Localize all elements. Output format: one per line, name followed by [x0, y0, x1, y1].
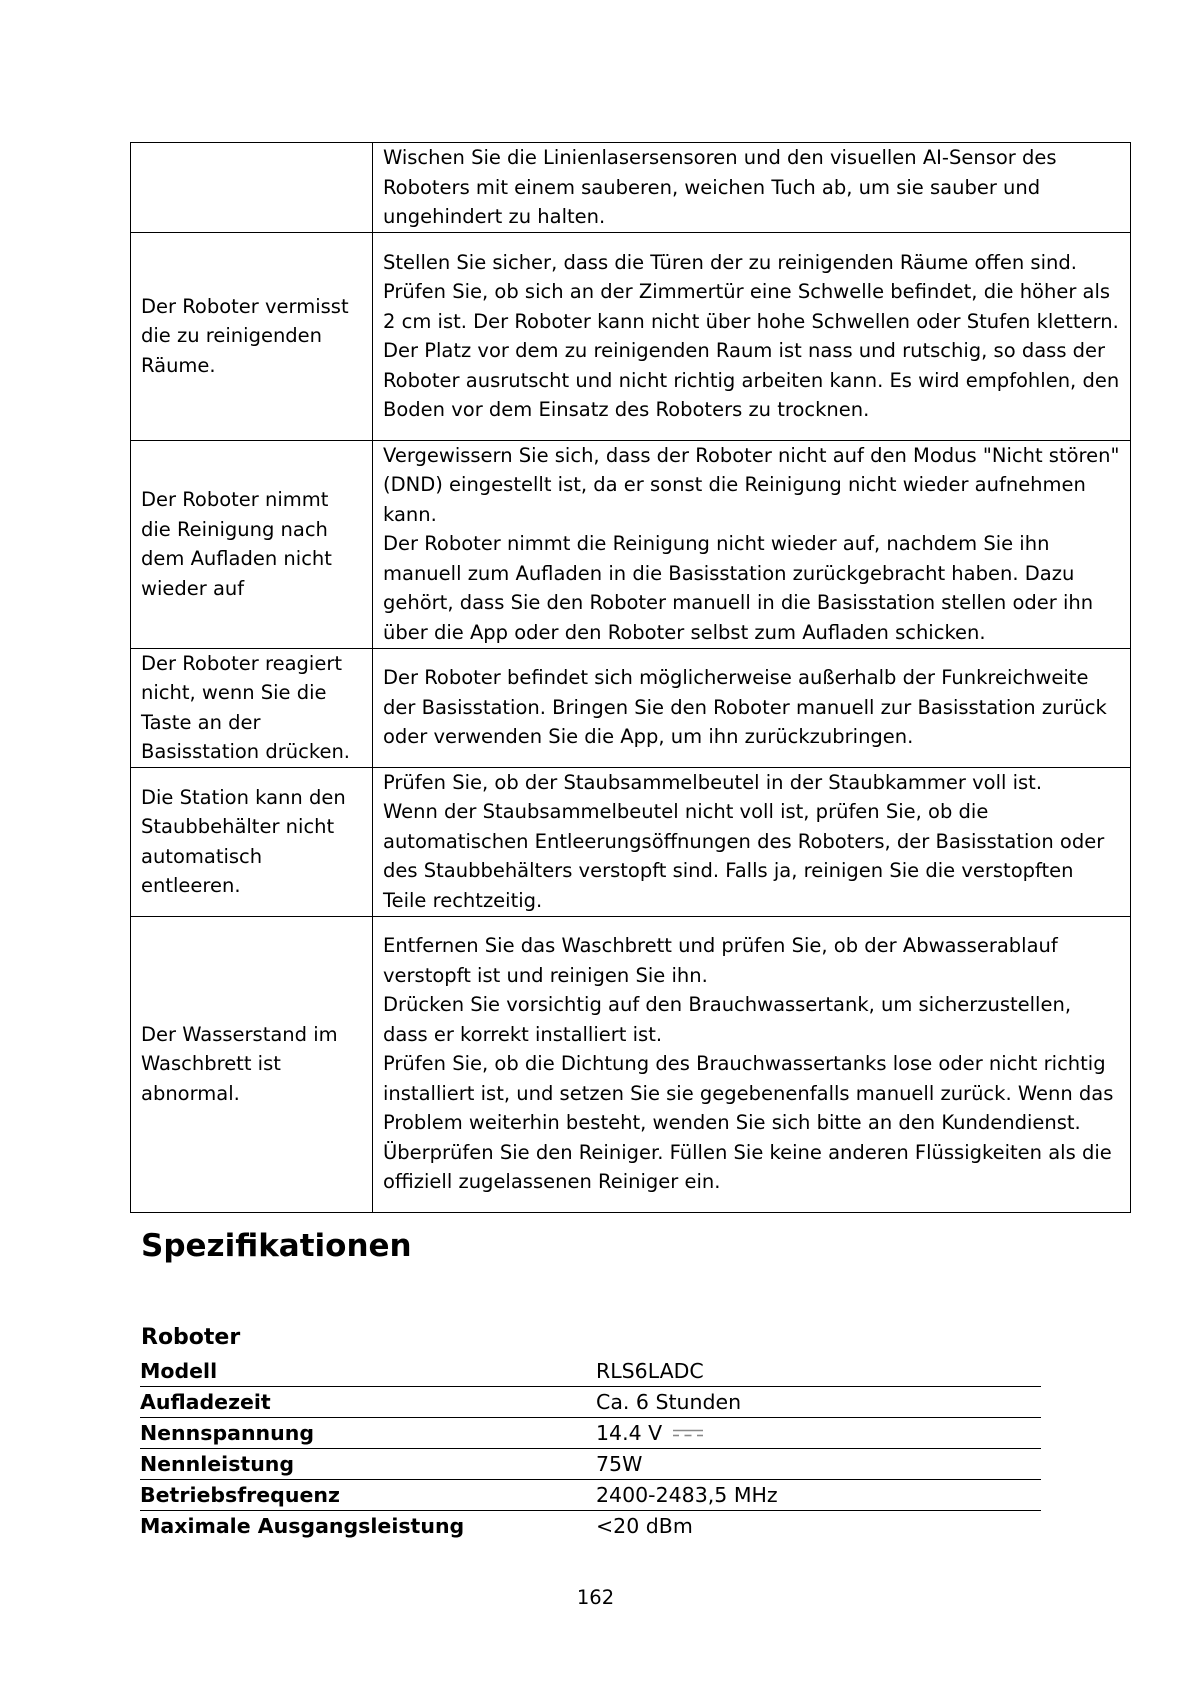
solution-text: Prüfen Sie, ob die Dichtung des Brauchwassertanks lose oder nicht richtig installiert ist, und setzen Sie sie gegebenenfalls manuell zurück. Wenn das Problem weiterhin besteht, wenden Sie sich bitte an den Kundendienst.	[383, 1052, 1114, 1135]
spec-value: <20 dBm	[596, 1514, 693, 1538]
solution-text: Wenn der Staubsammelbeutel nicht voll ist, prüfen Sie, ob die automatischen Entleerungsöffnungen des Roboters, der Basisstation oder des Staubbehälters verstopft sind. Falls ja, reinigen Sie die verstopften Teile rechtzeitig.	[383, 800, 1105, 912]
solution-text: Entfernen Sie das Waschbrett und prüfen Sie, ob der Abwasserablauf verstopft ist und reinigen Sie ihn.	[383, 934, 1058, 987]
spec-value: 14.4 V	[596, 1421, 704, 1445]
spec-row	[140, 1448, 1041, 1479]
problem-cell: Der Roboter vermisst die zu reinigenden Räume.	[131, 232, 373, 440]
solution-text: Überprüfen Sie den Reiniger. Füllen Sie keine anderen Flüssigkeiten als die offiziell zugelassenen Reiniger ein.	[383, 1140, 1112, 1194]
solution-text: Der Roboter nimmt die Reinigung nicht wieder auf, nachdem Sie ihn manuell zum Aufladen in die Basisstation zurückgebracht haben. Dazu gehört, dass Sie den Roboter manuell in die Basisstation stellen oder ihn über die App oder den Roboter selbst zum Aufladen schicken.	[383, 532, 1094, 644]
spec-row	[140, 1510, 1041, 1541]
solution-cell	[373, 232, 1131, 440]
spec-label: Nennspannung	[140, 1421, 315, 1445]
problem-cell: Die Station kann den Staubbehälter nicht automatisch entleeren.	[131, 767, 373, 916]
spec-row	[140, 1356, 1041, 1386]
spec-value: RLS6LADC	[596, 1359, 704, 1383]
solution-text: Der Platz vor dem zu reinigenden Raum ist nass und rutschig, so dass der Roboter ausrutscht und nicht richtig arbeiten kann. Es wird empfohlen, den Boden vor dem Einsatz des Roboters zu trocknen.	[383, 339, 1120, 421]
solution-text: Vergewissern Sie sich, dass der Roboter nicht auf den Modus "Nicht stören" (DND) eingestellt ist, da er sonst die Reinigung nicht wieder aufnehmen kann.	[383, 443, 1120, 526]
solution-cell	[373, 440, 1131, 648]
table-row	[131, 916, 1131, 1212]
problem-cell: Der Roboter reagiert nicht, wenn Sie die Taste an der Basisstation drücken.	[131, 648, 373, 767]
problem-cell: Der Wasserstand im Waschbrett ist abnormal.	[131, 916, 373, 1212]
solution-text: Prüfen Sie, ob der Staubsammelbeutel in der Staubkammer voll ist.	[383, 770, 1043, 794]
solution-text: Prüfen Sie, ob sich an der Zimmertür eine Schwelle befindet, die höher als 2 cm ist. Der Roboter kann nicht über hohe Schwellen oder Stufen klettern.	[383, 280, 1119, 333]
spec-value: 2400-2483,5 MHz	[596, 1483, 778, 1507]
spec-table	[140, 1356, 1041, 1541]
spec-label: Nennleistung	[140, 1452, 295, 1476]
spec-row	[140, 1417, 1041, 1448]
spec-label: Aufladezeit	[140, 1390, 271, 1414]
dc-current-icon	[672, 1428, 704, 1438]
table-row	[131, 143, 1131, 233]
spec-label: Modell	[140, 1359, 218, 1383]
problem-cell	[131, 143, 373, 233]
solution-text: Wischen Sie die Linienlasersensoren und den visuellen AI-Sensor des Roboters mit einem sauberen, weichen Tuch ab, um sie sauber und ungehindert zu halten.	[383, 146, 1057, 228]
solution-cell	[373, 143, 1131, 233]
spec-label: Maximale Ausgangsleistung	[140, 1514, 465, 1538]
troubleshooting-table	[130, 142, 1131, 1213]
page-number: 162	[576, 1586, 615, 1609]
problem-cell: Der Roboter nimmt die Reinigung nach dem Aufladen nicht wieder auf	[131, 440, 373, 648]
solution-text: Der Roboter befindet sich möglicherweise außerhalb der Funkreichweite der Basisstation. Bringen Sie den Roboter manuell zur Basisstation zurück oder verwenden Sie die App, um ihn zurückzubringen.	[383, 666, 1107, 749]
section-title: Spezifikationen	[141, 1228, 412, 1264]
table-row	[131, 648, 1131, 767]
spec-label: Betriebsfrequenz	[140, 1483, 340, 1507]
solution-text: Drücken Sie vorsichtig auf den Brauchwassertank, um sicherzustellen, dass er korrekt installiert ist.	[383, 993, 1072, 1046]
solution-cell	[373, 916, 1131, 1212]
solution-text: Stellen Sie sicher, dass die Türen der zu reinigenden Räume offen sind.	[383, 250, 1077, 274]
spec-row	[140, 1386, 1041, 1417]
table-row	[131, 767, 1131, 916]
spec-value: Ca. 6 Stunden	[596, 1390, 742, 1414]
section-subtitle: Roboter	[141, 1325, 241, 1350]
table-row	[131, 232, 1131, 440]
solution-cell	[373, 767, 1131, 916]
spec-value: 75W	[596, 1452, 643, 1476]
spec-row	[140, 1479, 1041, 1510]
solution-cell	[373, 648, 1131, 767]
table-row	[131, 440, 1131, 648]
